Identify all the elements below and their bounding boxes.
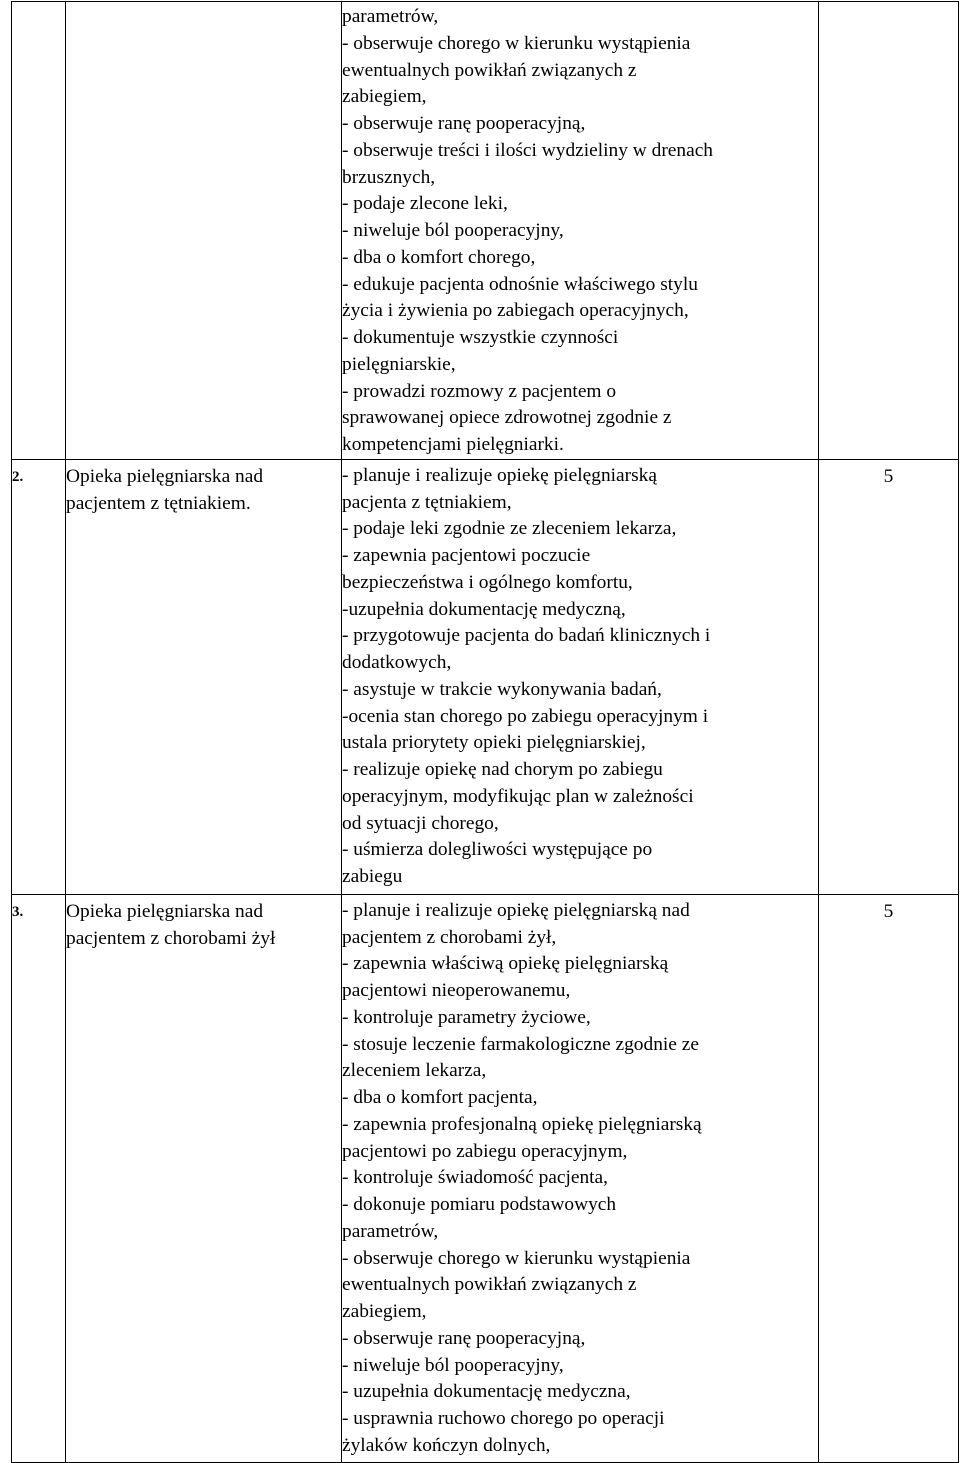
content-line: - obserwuje ranę pooperacyjną, [342, 113, 586, 134]
content-line: pielęgniarskie, [342, 353, 456, 375]
hours-value: 5 [883, 900, 894, 922]
content-line: kompetencjami pielęgniarki. [342, 434, 564, 455]
content-cell [342, 459, 819, 894]
content-line: - realizuje opiekę nad chorym po zabiegu [342, 759, 663, 780]
content-line: - zapewnia właściwą opiekę pielęgniarską [342, 953, 669, 975]
content-line: - obserwuje chorego w kierunku wystąpienia [342, 32, 691, 54]
table-body [12, 2, 959, 1463]
content-line: operacyjnym, modyfikując plan w zależności [342, 785, 694, 807]
hours-value: 5 [883, 465, 894, 487]
topic-line: Opieka pielęgniarska nad [66, 465, 264, 487]
content-line: pacjentowi po zabiegu operacyjnym, [342, 1140, 628, 1162]
content-line: - kontroluje świadomość pacjenta, [342, 1167, 609, 1189]
content-line: ewentualnych powikłań związanych z [342, 1274, 637, 1296]
content-line: -ocenia stan chorego po zabiegu operacyjnym i [342, 705, 709, 727]
content-line: - niweluje ból pooperacyjny, [342, 220, 564, 241]
content-line: pacjenta z tętniakiem, [342, 491, 512, 513]
content-line: - dba o komfort chorego, [342, 246, 536, 268]
content-line: od sytuacji chorego, [342, 812, 499, 834]
content-line: - obserwuje treści i ilości wydzieliny w drenach [342, 139, 713, 161]
content-line: dodatkowych, [342, 652, 452, 673]
content-line: zleceniem lekarza, [342, 1060, 487, 1082]
topic-cell [66, 894, 342, 1462]
content-line: -uzupełnia dokumentację medyczną, [342, 598, 626, 620]
content-line: zabiegu [342, 866, 403, 887]
content-line: ustala priorytety opieki pielęgniarskiej, [342, 732, 646, 754]
curriculum-table [11, 1, 959, 1463]
content-line: żylaków kończyn dolnych, [342, 1434, 551, 1456]
content-line: - usprawnia ruchowo chorego po operacji [342, 1408, 665, 1429]
content-line: - planuje i realizuje opiekę pielęgniarską [342, 464, 657, 486]
topic-line: Opieka pielęgniarska nad [66, 900, 264, 922]
topic-line: pacjentem z tętniakiem. [66, 492, 251, 514]
table-row [12, 459, 959, 894]
content-line: parametrów, [342, 1220, 439, 1242]
content-cell [342, 2, 819, 460]
content-line: - planuje i realizuje opiekę pielęgniarską nad [342, 899, 690, 921]
content-line: pacjentowi nieoperowanemu, [342, 980, 571, 1001]
content-line: sprawowanej opiece zdrowotnej zgodnie z [342, 407, 672, 429]
content-line: bezpieczeństwa i ogólnego komfortu, [342, 571, 633, 593]
content-line: - obserwuje ranę pooperacyjną, [342, 1327, 586, 1349]
hours-cell [819, 894, 959, 1462]
content-line: - asystuje w trakcie wykonywania badań, [342, 678, 662, 700]
row-number-cell [12, 459, 66, 894]
content-line: pacjentem z chorobami żył, [342, 926, 557, 948]
content-line: - dokonuje pomiaru podstawowych [342, 1194, 617, 1215]
content-cell [342, 894, 819, 1462]
content-line: życia i żywienia po zabiegach operacyjnych, [342, 300, 689, 322]
content-line: zabiegiem, [342, 86, 427, 108]
content-line: - podaje leki zgodnie ze zleceniem lekarza, [342, 518, 677, 540]
row-number [12, 2, 65, 8]
hours-cell [819, 2, 959, 460]
content-line: - stosuje leczenie farmakologiczne zgodnie ze [342, 1033, 699, 1055]
content-line: - dba o komfort pacjenta, [342, 1087, 538, 1108]
content-line: - zapewnia pacjentowi poczucie [342, 545, 591, 566]
content-line: - podaje zlecone leki, [342, 193, 508, 215]
content-line: zabiegiem, [342, 1301, 427, 1322]
hours-cell [819, 459, 959, 894]
topic-cell [66, 2, 342, 460]
content-line: - zapewnia profesjonalną opiekę pielęgniarską [342, 1113, 702, 1135]
content-line: ewentualnych powikłań związanych z [342, 59, 637, 81]
topic-line: pacjentem z chorobami żył [66, 927, 276, 949]
row-number-cell [12, 2, 66, 460]
content-line: parametrów, [342, 6, 439, 27]
content-line: - obserwuje chorego w kierunku wystąpienia [342, 1247, 691, 1269]
row-number-cell [12, 894, 66, 1462]
content-line: brzusznych, [342, 166, 436, 188]
row-number: 3. [12, 903, 24, 920]
content-line: - kontroluje parametry życiowe, [342, 1006, 591, 1028]
content-line: - przygotowuje pacjenta do badań klinicznych i [342, 625, 711, 647]
row-number: 2. [12, 468, 24, 485]
content-line: - dokumentuje wszystkie czynności [342, 327, 619, 348]
topic-cell [66, 459, 342, 894]
content-line: - prowadzi rozmowy z pacjentem o [342, 380, 617, 402]
table-row [12, 2, 959, 460]
content-line: - niweluje ból pooperacyjny, [342, 1354, 564, 1376]
content-line: - edukuje pacjenta odnośnie właściwego stylu [342, 273, 698, 295]
content-line: - uzupełnia dokumentację medyczna, [342, 1381, 631, 1403]
table-row [12, 894, 959, 1462]
content-line: - uśmierza dolegliwości występujące po [342, 839, 653, 861]
